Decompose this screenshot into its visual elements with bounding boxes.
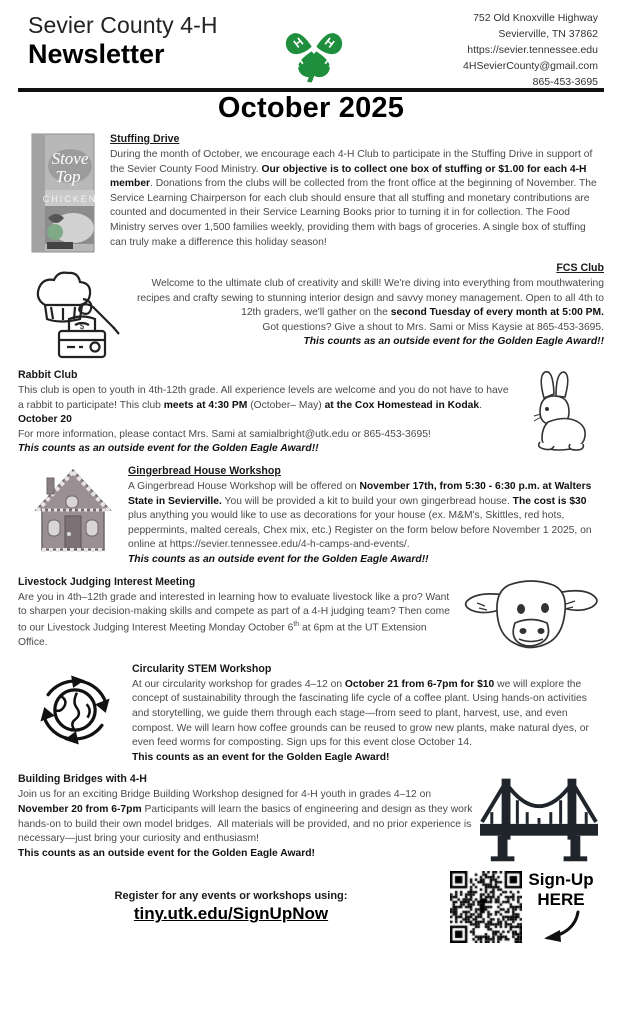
stove-top-stuffing-box-image xyxy=(28,132,100,254)
article-body-stuffing-drive xyxy=(110,132,604,254)
brand-block xyxy=(14,8,266,70)
svg-text:$: $ xyxy=(79,321,85,331)
article-title-circularity-stem-workshop: Circularity STEM Workshop xyxy=(132,662,272,675)
globe-recycle-icon-container xyxy=(18,662,132,766)
contact-phone: 865-453-3695 xyxy=(532,75,598,88)
register-label: Register for any events or workshops using: xyxy=(114,890,348,903)
signup-footer xyxy=(14,870,608,944)
gingerbread-house-image-container xyxy=(18,464,128,568)
signup-heading: Sign-Up xyxy=(528,870,594,890)
article-text-livestock-judging-interest-meeting: Are you in 4th–12th grade and interested in learning how to evaluate livestock like a pro? Want to sharpen your decision-making skills and compete as part of a 4-H judging team? Then come to our Livestock Judging Interest Meeting Monday October 6th at 6pm at the UT Extension Office. xyxy=(18,591,450,648)
article-title-stuffing-drive: Stuffing Drive xyxy=(110,132,180,145)
signup-here-block xyxy=(526,870,596,944)
chef-hat-needle-card-icon-container xyxy=(18,261,136,361)
article-body-fcs-club xyxy=(136,261,604,361)
signup-subheading: HERE xyxy=(537,890,585,910)
article-circularity-stem-workshop xyxy=(14,662,608,766)
rabbit-illustration xyxy=(520,368,598,452)
cow-illustration-container xyxy=(452,575,604,655)
article-stuffing-drive xyxy=(14,132,608,254)
article-title-livestock-judging-interest-meeting: Livestock Judging Interest Meeting xyxy=(18,575,196,588)
qr-area xyxy=(450,870,604,944)
svg-text:CHICKEN: CHICKEN xyxy=(42,193,98,204)
article-text-stuffing-drive: During the month of October, we encourage each 4-H Club to participate in the Stuffing Drive in support of the Sevier County Food Ministry. Our objective is to collect one box of stuffing or $1.00 for each 4-H member. Donations from the clubs will be collected from the front office at the beginning of November. The Service Learning Chairperson for each club should ensure that all stuffing and monetary contributions are counted and documented in their Service Learning Books prior to turning it in for collection. The Food Ministry serves over 1,500 families weekly, providing them with bags of groceries. A single box of stuffing can truly make a difference this holiday season! xyxy=(110,148,597,248)
curved-arrow-icon xyxy=(526,910,596,944)
svg-text:H: H xyxy=(322,54,337,71)
article-building-bridges-with-4h xyxy=(14,772,608,864)
article-fcs-club xyxy=(14,261,608,361)
article-text-fcs-club: Welcome to the ultimate club of creativity and skill! We're diving into everything from mouthwatering recipes and crafty sewing to stunning interior design and savvy money management. Open to all 4th to 12th graders, we'll gather on the second Tuesday of every month at 5:00 PM. Got questions? Give a shout to Mrs. Sami or Miss Kaysie at 865-453-3695. This counts as an outside event for the Golden Eagle Award!! xyxy=(136,277,604,348)
contact-address-street: 752 Old Knoxville Highway xyxy=(473,12,598,24)
signup-url-link[interactable]: tiny.utk.edu/SignUpNow xyxy=(133,904,329,924)
4-h-clover-logo xyxy=(275,10,353,88)
contact-address-city: Sevierville, TN 37862 xyxy=(498,27,598,40)
newsletter-header xyxy=(14,0,608,86)
article-text-gingerbread-house-workshop: A Gingerbread House Workshop will be offered on November 17th, from 5:30 - 6:30 p.m. at Walters State in Sevierville. You will be provided a kit to build your own gingerbread house. The cost is $30 plus anything you would like to use as decorations for your house (ex. M&M's, Skittles, red hots, peppermints, malted cereals, Chex mix, etc.) Register on the form below before November 1 2025, on online at https://sevier.tennessee.edu/4-h-camps-and-events/. This counts as an outside event for the Golden Eagle Award!! xyxy=(128,481,592,566)
article-rabbit-club xyxy=(14,368,608,457)
article-livestock-judging-interest-meeting xyxy=(14,575,608,655)
stove-top-stuffing-box-image-container xyxy=(18,132,110,254)
chef-hat-needle-card-icon xyxy=(25,261,129,361)
organization-name: Sevier County 4-H xyxy=(28,12,218,38)
article-text-circularity-stem-workshop: At our circularity workshop for grades 4–12 on October 21 from 6-7pm for $10 we will explore the concept of sustainability through the fascinating life cycle of a coffee plant. Using hands-on activities and storytelling, we guide them through each stage—from seed to plant, harvest, use, and even compost. We will learn how coffee grounds can be reused to grow new plants, make natural dyes, or even feed worms for composting. Sign ups for this event close October 14. This counts as an event for the Golden Eagle Award! xyxy=(132,678,589,763)
issue-month-title: October 2025 xyxy=(217,92,405,124)
register-block xyxy=(18,890,450,924)
article-text-rabbit-club: This club is open to youth in 4th-12th grade. All experience levels are welcome and you do not have to have a rabbit to participate! This club meets at 4:30 PM (October– May) at the Cox Homestead in Kodak. October 20 For more information, please contact Mrs. Sami at samialbright@utk.edu or 865-453-3695! This counts as an outside event for the Golden Eagle Award!! xyxy=(18,384,509,455)
signup-qr-code[interactable] xyxy=(450,871,522,943)
page-title: Newsletter xyxy=(28,39,165,70)
globe-recycle-icon xyxy=(27,662,123,758)
article-body-rabbit-club xyxy=(18,368,514,457)
contact-info xyxy=(362,8,608,91)
article-title-gingerbread-house-workshop: Gingerbread House Workshop xyxy=(128,464,281,477)
svg-text:H: H xyxy=(322,35,337,51)
article-body-building-bridges-with-4h xyxy=(18,772,474,864)
cow-illustration xyxy=(453,575,603,655)
svg-text:H: H xyxy=(291,35,306,51)
rabbit-illustration-container xyxy=(514,368,604,457)
article-title-fcs-club: FCS Club xyxy=(556,261,604,274)
article-body-gingerbread-house-workshop xyxy=(128,464,604,568)
logo-container xyxy=(266,8,362,88)
article-body-circularity-stem-workshop xyxy=(132,662,604,766)
article-gingerbread-house-workshop xyxy=(14,464,608,568)
svg-text:H: H xyxy=(291,54,306,71)
article-title-rabbit-club: Rabbit Club xyxy=(18,368,78,381)
article-text-building-bridges-with-4h: Join us for an exciting Bridge Building Workshop designed for 4-H youth in grades 4–12 on November 20 from 6-7pm Participants will learn the basics of engineering and design as they work hands-on to build their own model bridges. All materials will be provided, and no prior experience is necessary—just bring your curiosity and enthusiasm! This counts as an outside event for the Golden Eagle Award! xyxy=(18,789,473,859)
svg-text:Stove: Stove xyxy=(51,148,89,168)
suspension-bridge-icon-container xyxy=(474,772,604,864)
article-body-livestock-judging-interest-meeting xyxy=(18,575,452,655)
contact-website[interactable]: https://sevier.tennessee.edu xyxy=(467,43,598,56)
suspension-bridge-icon xyxy=(480,772,598,864)
articles-container xyxy=(14,132,608,864)
gingerbread-house-image xyxy=(30,464,116,556)
svg-text:Top: Top xyxy=(55,166,81,186)
article-title-building-bridges-with-4h: Building Bridges with 4-H xyxy=(18,773,147,786)
contact-email[interactable]: 4HSevierCounty@gmail.com xyxy=(463,59,598,72)
